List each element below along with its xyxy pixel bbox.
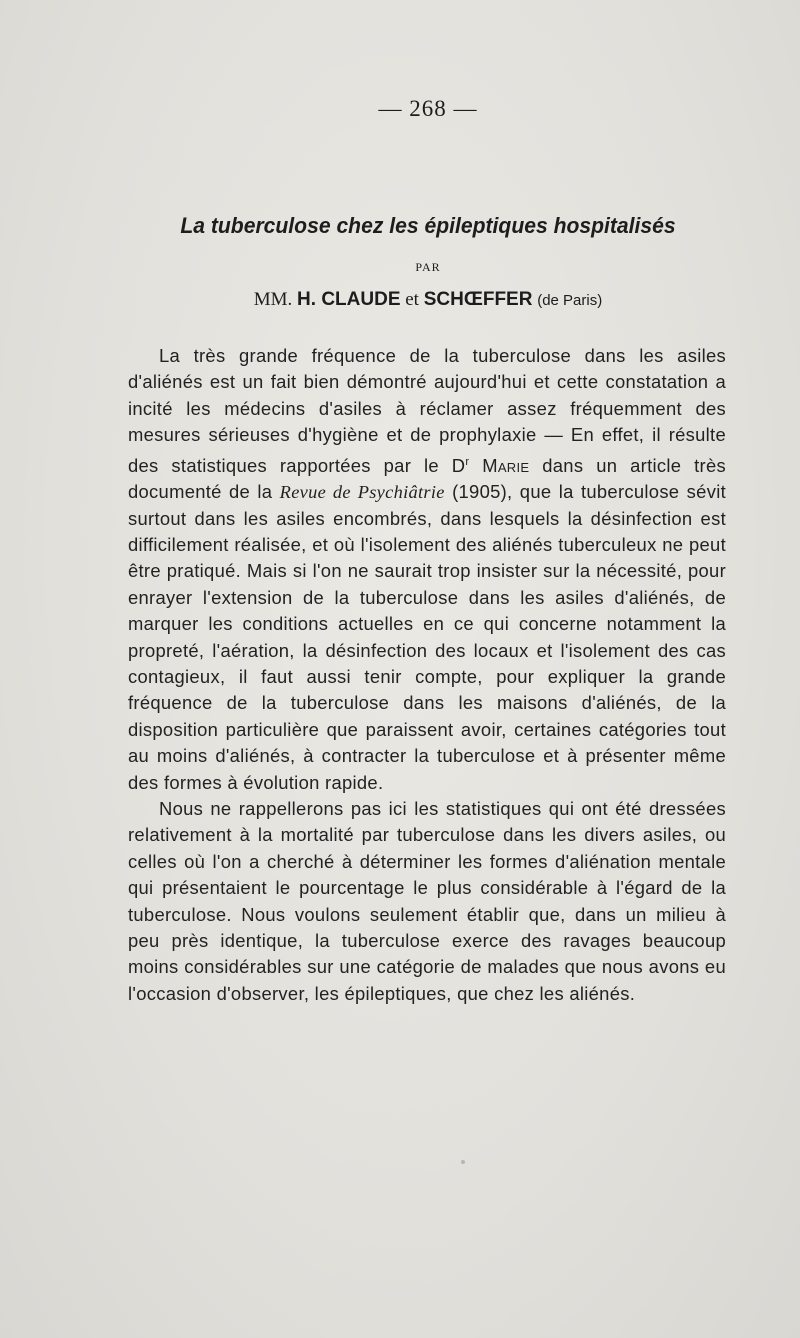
author-prefix: MM. xyxy=(253,289,293,310)
doctor-abbrev: D xyxy=(451,454,466,476)
author-reference-marie: Marie xyxy=(482,454,530,476)
paragraph-1-part-2: dans un article très documenté de la xyxy=(128,454,726,503)
paragraph-1-part-3: (1905), que la tuberculose sévit surtout dans les asiles encombrés, dans lesquels la désinfection est difficilement réalisée, et où l'isolement des aliénés tuberculeux ne peut être pratiqué. Mais si l'on ne saurait trop insister sur la nécessité, pour enrayer l'extension de la tuberculose dans les asiles d'aliénés, de marquer les conditions actuelles en ce qui concerne notamment la propreté, l'aération, la désinfection des locaux et l'isolement des cas contagieux, il faut aussi tenir compte, pour expliquer la grande fréquence de la tuberculose dans les maisons d'aliénés, de la disposition particulière que paraissent avoir, certaines catégories tout au moins d'aliénés, à contracter la tuberculose et à présenter même des formes à évolution rapide. xyxy=(128,481,726,793)
article-title: La tuberculose chez les épileptiques hospitalisés xyxy=(180,213,676,238)
author-claude: H. CLAUDE xyxy=(297,289,401,310)
byline-par: PAR xyxy=(415,260,441,274)
author-conjunction: et xyxy=(405,289,419,310)
doctor-abbrev-sup: r xyxy=(465,455,470,468)
paragraph-1-part-1: La très grande fréquence de la tuberculose dans les asiles d'aliénés est un fait bien démontré aujourd'hui et cette constatation a incité les médecins d'asiles à réclamer assez fréquemment des mesures sérieuses d'hygiène et de prophylaxie — En effet, il résulte des statistiques rapportées par le xyxy=(128,345,726,476)
author-origin: (de Paris) xyxy=(537,292,603,309)
page-number: — 268 — xyxy=(378,96,478,121)
paragraph-1 xyxy=(128,343,726,796)
paper-spot xyxy=(461,1160,465,1164)
article-body xyxy=(128,343,726,1007)
paragraph-2: Nous ne rappellerons pas ici les statistiques qui ont été dressées relativement à la mortalité par tuberculose dans les divers asiles, ou celles où l'on a cherché à déterminer les formes d'aliénation mentale qui présentaient le pourcentage le plus considérable à l'égard de la tuberculose. Nous voulons seulement établir que, dans un milieu à peu près identique, la tuberculose exerce des ravages beaucoup moins considérables sur une catégorie de malades que nous avons eu l'occasion d'observer, les épileptiques, que chez les aliénés. xyxy=(128,798,726,1004)
author-line xyxy=(0,289,800,311)
journal-reference: Revue de Psychiâtrie xyxy=(279,482,445,503)
author-schoeffer: SCHŒFFER xyxy=(423,289,533,310)
